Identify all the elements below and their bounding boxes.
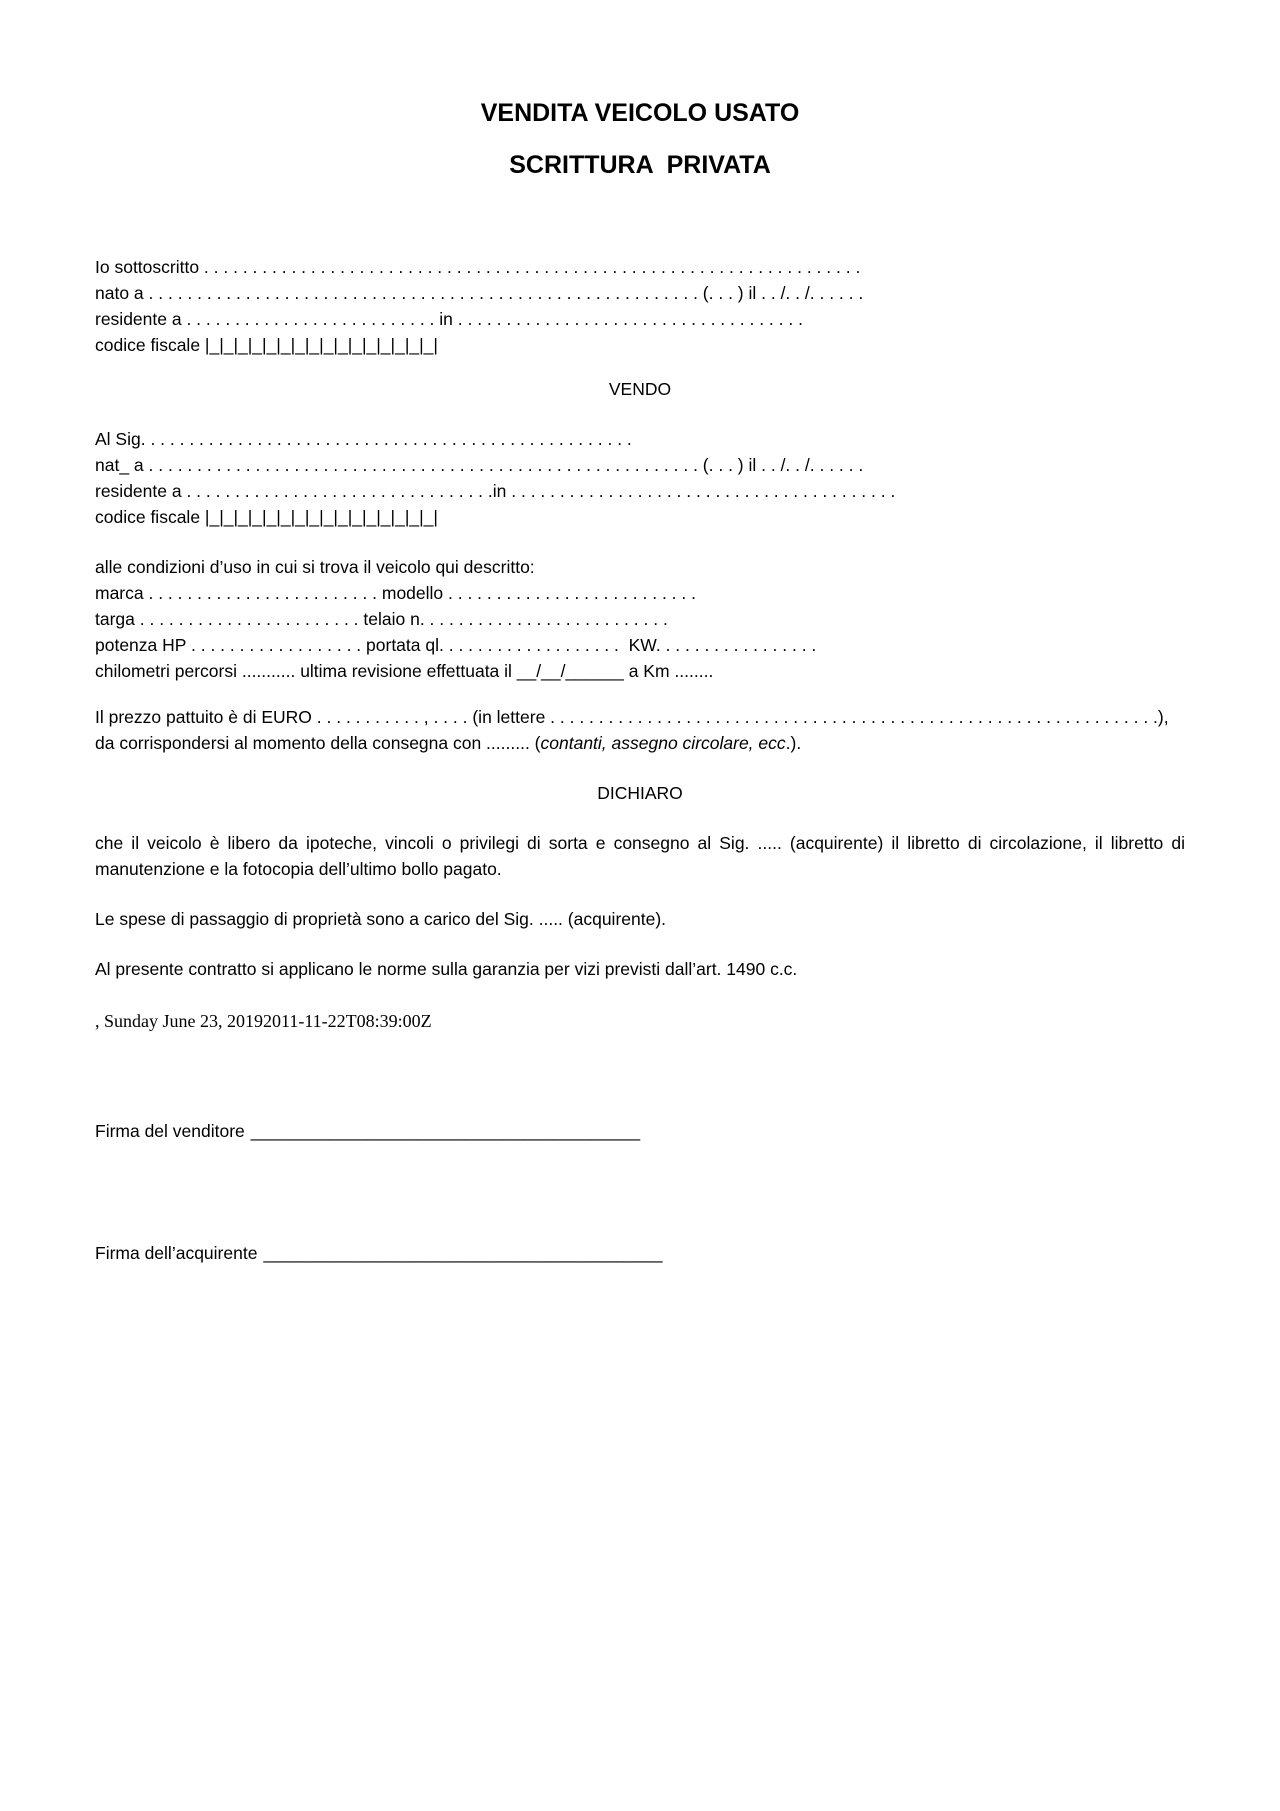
buyer-fiscal-code-line: codice fiscale |_|_|_|_|_|_|_|_|_|_|_|_|_|_|_|_|: [95, 507, 438, 527]
buyer-residence-line: residente a . . . . . . . . . . . . . . . . . . . . . . . . . . . . . . . .in . . . . . . . . . . . . . . . . . . . . . . . . . . . . . . . . . . . . . . . .: [95, 481, 896, 501]
vendo-heading: VENDO: [608, 379, 672, 399]
seller-signature-row: [95, 1118, 1185, 1144]
vehicle-section: [95, 554, 1185, 684]
seller-residence-line: residente a . . . . . . . . . . . . . . . . . . . . . . . . . . in . . . . . . . . . . . . . . . . . . . . . . . . . . . . . . . . . . . .: [95, 309, 803, 329]
seller-birth-line: nato a . . . . . . . . . . . . . . . . . . . . . . . . . . . . . . . . . . . . . . . . . . . . . . . . . . . . . . . . . (. . . ) il . . /. . /. . . . . .: [95, 283, 864, 303]
price-payment-line: [95, 730, 1185, 756]
vehicle-plate-chassis-line: targa . . . . . . . . . . . . . . . . . . . . . . . telaio n. . . . . . . . . . . . . . . . . . . . . . . . . .: [95, 609, 668, 629]
buyer-section: [95, 426, 1185, 530]
date-line: , Sunday June 23, 20192011-11-22T08:39:00Z: [95, 1011, 432, 1031]
price-amount-line: Il prezzo pattuito è di EURO . . . . . . . . . . . , . . . . (in lettere . . . . . . . . . . . . . . . . . . . . . . . . . . . . . . . . . . . . . . . . . . . . . . . . . . . . . . . . . . . . . . .),: [95, 707, 1169, 727]
buyer-birth-line: nat_ a . . . . . . . . . . . . . . . . . . . . . . . . . . . . . . . . . . . . . . . . . . . . . . . . . . . . . . . . . (. . . ) il . . /. . /. . . . . .: [95, 455, 864, 475]
document-title: VENDITA VEICOLO USATO: [480, 99, 800, 127]
price-payment-prefix: da corrispondersi al momento della consegna con ......... (: [95, 733, 541, 753]
seller-signature-blank: ________________________________________: [250, 1121, 641, 1141]
vehicle-power-line: potenza HP . . . . . . . . . . . . . . . . . . portata ql. . . . . . . . . . . . . . . . . . . KW. . . . . . . . . . . . . . . . .: [95, 635, 817, 655]
vehicle-conditions-line: alle condizioni d’uso in cui si trova il veicolo qui descritto:: [95, 557, 535, 577]
price-payment-methods: contanti, assegno circolare, ecc: [540, 733, 786, 753]
declaration-expenses: Le spese di passaggio di proprietà sono a carico del Sig. ..... (acquirente).: [95, 909, 667, 929]
buyer-signature-label: Firma dell’acquirente: [95, 1243, 258, 1263]
buyer-name-line: Al Sig. . . . . . . . . . . . . . . . . . . . . . . . . . . . . . . . . . . . . . . . . . . . . . . . . . .: [95, 429, 632, 449]
dichiaro-heading: DICHIARO: [597, 783, 683, 803]
document-subtitle: SCRITTURA PRIVATA: [509, 151, 771, 179]
buyer-signature-row: [95, 1240, 1185, 1266]
seller-name-line: Io sottoscritto . . . . . . . . . . . . . . . . . . . . . . . . . . . . . . . . . . . . . . . . . . . . . . . . . . . . . . . . . . . . . . . . . . . .: [95, 257, 861, 277]
buyer-signature-blank: _________________________________________: [263, 1243, 663, 1263]
vehicle-km-revision-line: chilometri percorsi ........... ultima revisione effettuata il __/__/______ a Km ........: [95, 661, 714, 681]
declaration-vehicle-free: che il veicolo è libero da ipoteche, vincoli o privilegi di sorta e consegno al Sig. ..... (acquirente) il libretto di circolazione, il libretto di manutenzione e la fotocopia dell’ultimo bollo pagato.: [95, 833, 1185, 879]
vehicle-make-model-line: marca . . . . . . . . . . . . . . . . . . . . . . . . modello . . . . . . . . . . . . . . . . . . . . . . . . . .: [95, 583, 696, 603]
price-payment-suffix: .).: [785, 733, 802, 753]
price-section: [95, 704, 1185, 756]
seller-signature-label: Firma del venditore: [95, 1121, 245, 1141]
seller-fiscal-code-line: codice fiscale |_|_|_|_|_|_|_|_|_|_|_|_|_|_|_|_|: [95, 335, 438, 355]
seller-section: [95, 254, 1185, 358]
declaration-warranty: Al presente contratto si applicano le norme sulla garanzia per vizi previsti dall’art. 1490 c.c.: [95, 959, 798, 979]
